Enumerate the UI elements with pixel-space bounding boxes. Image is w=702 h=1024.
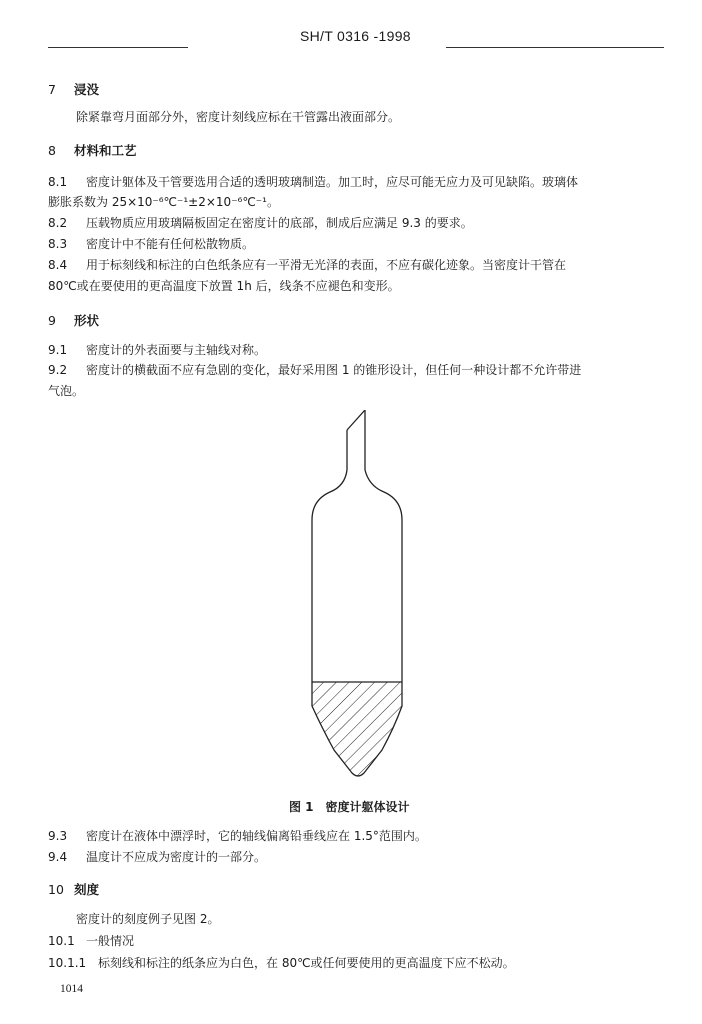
clause-9-3 <box>48 826 427 846</box>
section-heading-7 <box>48 80 99 98</box>
stem-top-cut <box>347 410 365 430</box>
section-heading-9 <box>48 311 99 329</box>
clause-number: 8.2 <box>48 216 68 230</box>
clause-text: 标刻线和标注的纸条应为白色，在 80℃或任何要使用的更高温度下应不松动。 <box>98 956 515 970</box>
page-number: 1014 <box>60 983 83 995</box>
clause-10-1-1 <box>48 953 515 973</box>
section-heading-8 <box>48 141 137 159</box>
section-title: 材料和工艺 <box>74 143 137 158</box>
clause-text: 密度计的外表面要与主轴线对称。 <box>86 343 267 357</box>
clause-number: 8.3 <box>48 237 68 251</box>
clause-number: 9.4 <box>48 850 68 864</box>
clause-number: 9.2 <box>48 363 68 377</box>
section-number: 8 <box>48 143 56 158</box>
figure-caption: 图 1 密度计躯体设计 <box>289 800 410 814</box>
clause-9-4 <box>48 847 266 867</box>
paragraph-7: 除紧靠弯月面部分外，密度计刻线应标在干管露出液面部分。 <box>76 110 401 124</box>
ballast-hatch <box>290 682 430 785</box>
section-heading-10 <box>48 880 99 898</box>
hydrometer-figure <box>290 410 430 785</box>
section-number: 9 <box>48 313 56 328</box>
clause-text: 密度计躯体及干管要选用合适的透明玻璃制造。加工时，应尽可能无应力及可见缺陷。玻璃体 <box>86 175 579 189</box>
hydrometer-stem <box>347 410 365 470</box>
clause-number: 10.1.1 <box>48 956 87 970</box>
clause-number: 8.4 <box>48 258 68 272</box>
section-title: 刻度 <box>74 882 100 897</box>
standard-code: SH/T 0316 -1998 <box>300 28 411 44</box>
clause-8-1-continued: 膨胀系数为 25×10⁻⁶℃⁻¹±2×10⁻⁶℃⁻¹。 <box>48 195 279 209</box>
header-rule-right <box>446 47 664 48</box>
clause-8-4 <box>48 255 566 275</box>
clause-number: 8.1 <box>48 175 68 189</box>
clause-text: 密度计在液体中漂浮时，它的轴线偏离铅垂线应在 1.5°范围内。 <box>86 829 427 843</box>
section-title: 形状 <box>74 313 100 328</box>
clause-text: 密度计中不能有任何松散物质。 <box>86 237 255 251</box>
clause-text: 密度计的横截面不应有急剧的变化，最好采用图 1 的锥形设计，但任何一种设计都不允许带进 <box>86 363 582 377</box>
clause-text: 用于标刻线和标注的白色纸条应有一平滑无光泽的表面，不应有碳化迹象。当密度计干管在 <box>86 258 567 272</box>
clause-number: 9.1 <box>48 343 68 357</box>
header-rule-left <box>48 47 188 48</box>
section-number: 7 <box>48 82 56 97</box>
section-title: 浸没 <box>74 82 100 97</box>
clause-text: 压载物质应用玻璃隔板固定在密度计的底部，制成后应满足 9.3 的要求。 <box>86 216 473 230</box>
clause-8-3 <box>48 234 254 254</box>
clause-8-1 <box>48 172 578 192</box>
clause-8-4-continued: 80℃或在要使用的更高温度下放置 1h 后，线条不应褪色和变形。 <box>48 279 400 293</box>
clause-text: 一般情况 <box>86 934 135 948</box>
clause-10-1 <box>48 931 134 951</box>
clause-text: 温度计不应成为密度计的一部分。 <box>86 850 267 864</box>
clause-9-1 <box>48 340 266 360</box>
clause-number: 10.1 <box>48 934 75 948</box>
clause-9-2-continued: 气泡。 <box>48 384 85 398</box>
section-number: 10 <box>48 882 64 897</box>
clause-number: 9.3 <box>48 829 68 843</box>
clause-8-2 <box>48 213 473 233</box>
clause-9-2 <box>48 360 581 380</box>
paragraph-10: 密度计的刻度例子见图 2。 <box>76 912 220 926</box>
